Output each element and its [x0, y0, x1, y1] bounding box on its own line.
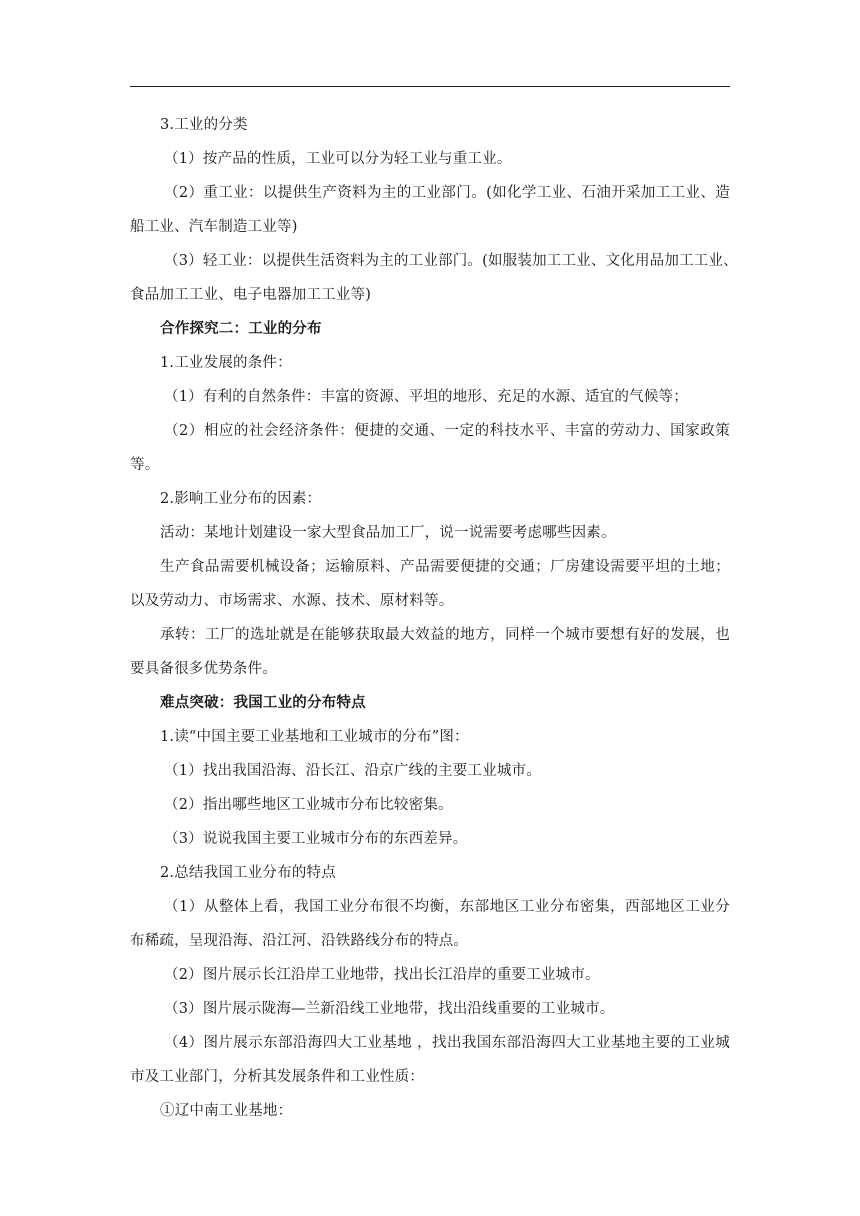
paragraph-line: 以及劳动力、市场需求、水源、技术、原材料等。: [130, 593, 454, 609]
document-body: [130, 108, 738, 1128]
paragraph-line: 承转：工厂的选址就是在能够获取最大效益的地方，同样一个城市要想有好的发展，也: [160, 627, 730, 643]
paragraph-line: （1）按产品的性质，工业可以分为轻工业与重工业。: [164, 151, 512, 167]
paragraph-line: （4）图片展示东部沿海四大工业基地 ，找出我国东部沿海四大工业基地主要的工业城: [164, 1035, 730, 1051]
paragraph-line: ①辽中南工业基地：: [160, 1103, 293, 1119]
paragraph-line: 2.影响工业分布的因素：: [160, 491, 322, 507]
paragraph-line: （1）从整体上看，我国工业分布很不均衡，东部地区工业分布密集，西部地区工业分: [164, 899, 730, 915]
paragraph-line: 市及工业部门，分析其发展条件和工业性质：: [130, 1069, 424, 1085]
paragraph-line: 等。: [130, 457, 160, 473]
paragraph-line: 布稀疏，呈现沿海、沿江河、沿铁路线分布的特点。: [130, 933, 469, 949]
paragraph-line: （3）图片展示陇海—兰新沿线工业地带，找出沿线重要的工业城市。: [164, 1001, 615, 1017]
paragraph-line: 生产食品需要机械设备；运输原料、产品需要便捷的交通；厂房建设需要平坦的土地；: [160, 559, 730, 575]
section-heading: 难点突破：我国工业的分布特点: [160, 694, 366, 711]
paragraph-line: （3）说说我国主要工业城市分布的东西差异。: [164, 831, 468, 847]
paragraph-line: 1.读“中国主要工业基地和工业城市的分布”图：: [160, 729, 469, 745]
paragraph-line: （1）有利的自然条件：丰富的资源、平坦的地形、充足的水源、适宜的气候等；: [164, 389, 688, 405]
paragraph-line: 1.工业发展的条件：: [160, 355, 292, 371]
header-rule: [130, 86, 730, 87]
paragraph-line: （2）相应的社会经济条件：便捷的交通、一定的科技水平、丰富的劳动力、国家政策: [164, 423, 730, 439]
paragraph-line: （2）图片展示长江沿岸工业地带，找出长江沿岸的重要工业城市。: [164, 967, 600, 983]
paragraph-line: （2）指出哪些地区工业城市分布比较密集。: [164, 797, 453, 813]
paragraph-line: 活动：某地计划建设一家大型食品加工厂，说一说需要考虑哪些因素。: [160, 525, 616, 541]
paragraph-line: 船工业、汽车制造工业等): [130, 219, 298, 235]
section-heading: 3.工业的分类: [160, 117, 248, 133]
paragraph-line: （3）轻工业：以提供生活资料为主的工业部门。(如服装加工工业、文化用品加工工业、: [164, 253, 738, 269]
paragraph-line: 要具备很多优势条件。: [130, 661, 277, 677]
paragraph-line: （2）重工业：以提供生产资料为主的工业部门。(如化学工业、石油开采加工工业、造: [164, 185, 730, 201]
paragraph-line: 2.总结我国工业分布的特点: [160, 865, 336, 881]
paragraph-line: （1）找出我国沿海、沿长江、沿京广线的主要工业城市。: [164, 763, 541, 779]
paragraph-line: 食品加工工业、电子电器加工工业等): [130, 287, 372, 303]
section-heading: 合作探究二：工业的分布: [160, 320, 322, 337]
